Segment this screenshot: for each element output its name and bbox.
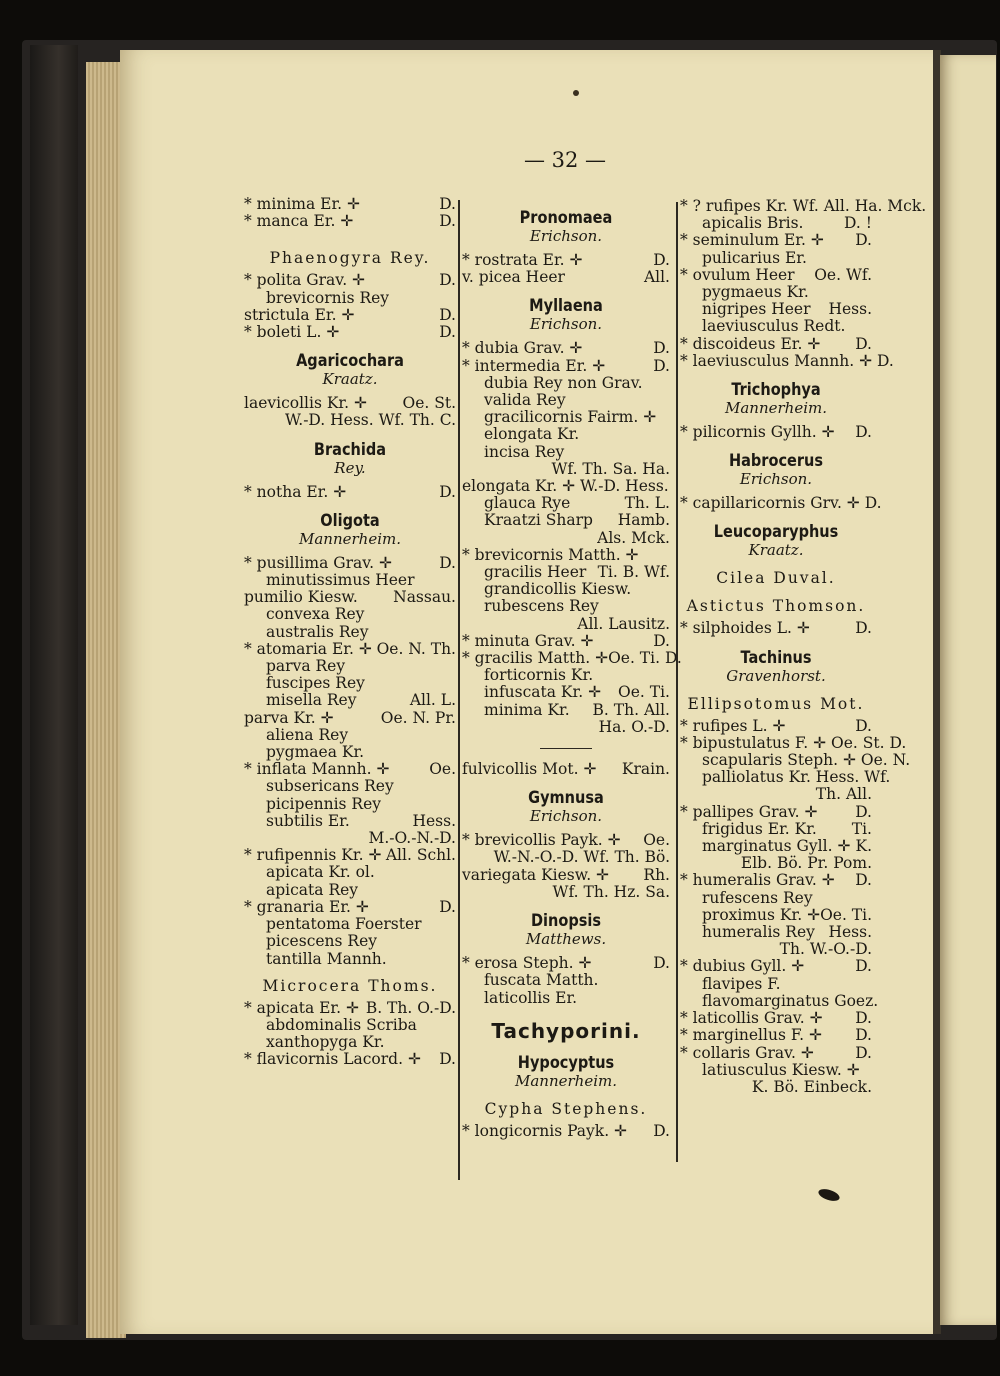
species-name: dubia Rey non Grav. — [484, 373, 643, 392]
species-entry — [462, 649, 682, 668]
species-name: scapularis Steph. ✛ Oe. N. — [702, 751, 911, 770]
species-entry — [244, 744, 456, 761]
species-name: apicata Kr. ol. — [266, 863, 375, 882]
genus-heading: Hypocyptus — [517, 1052, 615, 1072]
species-name: pentatoma Foerster — [266, 915, 422, 934]
genus-author: Mannerheim. — [299, 529, 401, 548]
species-entry — [680, 232, 872, 249]
species-name: misella Rey — [266, 691, 357, 710]
species-locality: D. — [855, 1043, 872, 1062]
species-locality: Hamb. — [617, 511, 670, 530]
species-name: laevicollis Kr. ✛ — [244, 394, 367, 413]
species-name: fulvicollis Mot. ✛ — [462, 760, 597, 779]
species-locality: Ti. B. Wf. — [597, 563, 670, 582]
species-entry — [244, 1000, 456, 1017]
species-entry — [462, 684, 670, 701]
species-locality: Rh. — [643, 865, 670, 884]
locality-line: Ha. O.-D. — [598, 717, 670, 736]
locality-line: M.-O.-N.-D. — [368, 829, 456, 848]
subgenus-heading: Phaenogyra Rey. — [269, 249, 431, 268]
species-name: * pallipes Grav. ✛ — [680, 802, 818, 821]
species-name: gracilicornis Fairm. ✛ — [484, 408, 657, 427]
species-name: * ? rufipes Kr. Wf. All. Ha. Mck. — [680, 197, 927, 215]
species-entry — [244, 916, 456, 933]
species-name: * brevicollis Payk. ✛ — [462, 831, 621, 850]
species-name: * discoideus Er. ✛ — [680, 334, 821, 353]
species-name: strictula Er. ✛ — [244, 305, 355, 324]
species-locality: D. — [653, 339, 670, 358]
species-entry — [244, 1051, 456, 1068]
species-name: * apicata Er. ✛ — [244, 998, 359, 1017]
species-entry — [244, 641, 456, 658]
species-name: frigidus Er. Kr. — [702, 819, 817, 838]
species-entry — [244, 710, 456, 727]
species-entry — [462, 547, 670, 564]
species-locality: D. ! — [844, 214, 872, 233]
species-entry — [244, 796, 456, 813]
species-locality: D. — [855, 334, 872, 353]
species-locality: D. — [653, 1121, 670, 1140]
species-locality: D. — [439, 212, 456, 231]
species-entry — [244, 324, 456, 341]
genus-author: Erichson. — [529, 227, 603, 245]
species-name: * minuta Grav. ✛ — [462, 631, 594, 650]
species-name: * erosa Steph. ✛ — [462, 954, 592, 973]
species-locality: D. — [855, 871, 872, 890]
species-name: * boleti L. ✛ — [244, 323, 340, 342]
species-name: proximus Kr. ✛ — [702, 905, 821, 924]
species-name: subtilis Er. — [266, 811, 350, 830]
species-entry — [244, 589, 456, 606]
species-locality: D. — [855, 716, 872, 735]
species-name: humeralis Rey — [702, 923, 815, 942]
species-entry — [680, 250, 872, 267]
species-entry — [680, 907, 872, 924]
species-entry — [244, 572, 456, 589]
species-entry — [680, 733, 907, 752]
ink-dot — [573, 90, 579, 96]
locality-line: All. Lausitz. — [577, 614, 670, 633]
species-entry — [462, 564, 670, 581]
species-entry — [462, 252, 670, 269]
species-name: pumilio Kiesw. — [244, 588, 358, 607]
species-entry — [244, 933, 456, 950]
species-name: rufescens Rey — [702, 888, 813, 907]
species-name: * brevicornis Matth. ✛ — [462, 545, 639, 564]
column-1 — [244, 196, 456, 1069]
column-2 — [462, 198, 682, 1140]
species-entry — [680, 838, 872, 855]
species-name: * gracilis Matth. ✛ — [462, 649, 609, 668]
species-name: * longicornis Payk. ✛ — [462, 1121, 628, 1140]
species-name: * bipustulatus F. ✛ Oe. St. D. — [680, 733, 907, 752]
species-entry — [462, 478, 670, 495]
species-locality: D. — [855, 1026, 872, 1045]
spacer — [244, 230, 456, 240]
facing-page — [940, 55, 996, 1325]
species-name: * capillaricornis Grv. ✛ D. — [680, 494, 882, 513]
species-name: valida Rey — [484, 391, 566, 410]
species-entry — [244, 727, 456, 744]
species-name: flavomarginatus Goez. — [702, 991, 879, 1010]
locality-line: Th. All. — [815, 785, 872, 804]
species-entry — [462, 761, 670, 778]
species-locality: D. — [439, 482, 456, 501]
species-entry — [244, 307, 456, 324]
species-locality: D. — [653, 251, 670, 269]
locality-line: Als. Mck. — [597, 528, 670, 547]
species-name: gracilis Heer — [484, 563, 587, 582]
species-name: convexa Rey — [266, 605, 365, 624]
locality-line: Wf. Th. Sa. Ha. — [551, 459, 670, 478]
species-entry — [680, 267, 872, 284]
species-locality: D. — [653, 356, 670, 375]
species-name: elongata Kr. — [484, 425, 580, 444]
species-name: aliena Rey — [266, 725, 349, 744]
species-name: parva Rey — [266, 657, 346, 676]
locality-line: W.-D. Hess. Wf. Th. C. — [285, 411, 456, 430]
species-entry — [244, 555, 456, 572]
species-entry — [680, 872, 872, 889]
species-locality: Hess. — [412, 811, 456, 830]
species-locality: B. Th. O.-D. — [365, 998, 456, 1017]
species-locality: Th. L. — [624, 494, 670, 513]
species-entry — [680, 751, 911, 770]
species-name: * rufipes L. ✛ — [680, 716, 786, 735]
genus-heading: Pronomaea — [519, 208, 613, 227]
species-name: fuscipes Rey — [266, 674, 365, 693]
species-name: * dubius Gyll. ✛ — [680, 957, 805, 976]
genus-author: Gravenhorst. — [726, 666, 826, 685]
species-entry — [462, 633, 670, 650]
species-entry — [680, 1062, 872, 1079]
species-entry — [680, 215, 872, 232]
species-name: brevicornis Rey — [266, 288, 390, 307]
species-name: minutissimus Heer — [266, 571, 415, 590]
species-locality: Oe. Ti. D. — [608, 649, 682, 668]
species-name: grandicollis Kiesw. — [484, 580, 632, 599]
species-locality: All. — [643, 268, 670, 287]
species-locality: Hess. — [828, 300, 872, 319]
species-name: flavipes F. — [702, 974, 781, 993]
species-locality: Oe. N. Th. — [376, 639, 456, 658]
tribe-heading: Tachyporini. — [491, 1018, 641, 1043]
species-entry — [244, 847, 456, 864]
species-entry — [244, 675, 456, 692]
species-locality: D. — [855, 802, 872, 821]
species-entry — [680, 336, 872, 353]
species-locality: Krain. — [621, 760, 670, 779]
species-name: v. picea Heer — [462, 268, 565, 287]
genus-heading: Habrocerus — [728, 451, 824, 471]
species-name: * minima Er. ✛ — [244, 195, 361, 213]
locality-line: Elb. Bö. Pr. Pom. — [740, 854, 872, 873]
genus-author: Erichson. — [529, 315, 603, 334]
species-name: * inflata Mannh. ✛ — [244, 760, 390, 779]
species-locality: Oe. Ti. — [618, 683, 670, 702]
genus-heading: Myllaena — [529, 296, 603, 316]
species-name: picipennis Rey — [266, 794, 382, 813]
species-entry — [462, 409, 670, 426]
species-entry — [462, 269, 670, 286]
species-locality: Oe. Ti. — [820, 905, 873, 924]
species-locality: Oe. N. Pr. — [380, 708, 456, 727]
subgenus-heading: Ellipsotomus Mot. — [687, 694, 865, 713]
species-entry — [462, 990, 670, 1007]
species-entry — [680, 620, 872, 637]
species-entry — [680, 424, 872, 441]
species-locality: D. — [855, 423, 872, 442]
species-entry — [680, 301, 872, 318]
species-entry — [244, 290, 456, 307]
species-entry — [680, 197, 927, 215]
subgenus-heading: Cypha Stephens. — [484, 1099, 648, 1118]
species-locality: D. — [439, 323, 456, 342]
species-name: * marginellus F. ✛ — [680, 1026, 823, 1045]
species-name: abdominalis Scriba — [266, 1015, 417, 1034]
species-entry — [462, 444, 670, 461]
species-name: * humeralis Grav. ✛ — [680, 871, 835, 890]
species-entry — [244, 272, 456, 289]
species-name: * flavicornis Lacord. ✛ — [244, 1050, 421, 1069]
species-locality: Nassau. — [393, 588, 456, 607]
genus-author: Erichson. — [739, 470, 813, 489]
species-locality: D. — [439, 553, 456, 572]
species-entry — [680, 991, 879, 1010]
species-entry — [244, 484, 456, 501]
species-entry — [244, 761, 456, 778]
locality-line: K. Bö. Einbeck. — [751, 1077, 872, 1096]
species-locality: Hess. — [828, 923, 872, 942]
species-entry — [244, 658, 456, 675]
species-name: * rufipennis Kr. ✛ — [244, 846, 382, 865]
species-entry — [244, 213, 456, 230]
species-entry — [244, 1034, 456, 1051]
species-name: Kraatzi Sharp — [484, 511, 593, 530]
species-name: * ovulum Heer — [680, 265, 795, 284]
species-name: * rostrata Er. ✛ — [462, 251, 583, 269]
species-name: australis Rey — [266, 622, 369, 641]
species-entry — [244, 692, 456, 709]
locality-line: Th. W.-O.-D. — [779, 940, 872, 959]
species-name: * collaris Grav. ✛ — [680, 1043, 814, 1062]
genus-heading: Agaricochara — [296, 351, 404, 371]
species-entry — [680, 718, 872, 735]
species-locality: Oe. — [429, 760, 456, 779]
column-divider-1 — [458, 200, 460, 1180]
genus-author: Kraatz. — [322, 370, 378, 389]
page-number: — 32 — — [523, 148, 607, 172]
species-entry — [244, 624, 456, 641]
locality-line: W.-N.-O.-D. Wf. Th. Bö. — [493, 848, 670, 867]
species-entry — [680, 804, 872, 821]
species-entry — [244, 882, 456, 899]
species-entry — [680, 1045, 872, 1062]
genus-heading: Dinopsis — [530, 911, 601, 931]
species-name: forticornis Kr. — [484, 666, 594, 685]
species-entry — [680, 351, 894, 370]
species-entry — [680, 494, 882, 513]
species-entry — [244, 196, 456, 213]
species-locality: All. Schl. — [385, 846, 456, 865]
species-name: elongata Kr. ✛ W.-D. Hess. — [462, 477, 669, 496]
species-entry — [680, 318, 872, 335]
subgenus-heading: Astictus Thomson. — [686, 597, 866, 616]
species-name: glauca Rye — [484, 494, 571, 513]
species-entry — [244, 606, 456, 623]
species-name: * seminulum Er. ✛ — [680, 231, 824, 250]
section-rule — [540, 748, 592, 749]
species-entry — [680, 1027, 872, 1044]
species-entry — [462, 955, 670, 972]
species-name: variegata Kiesw. ✛ — [462, 865, 610, 884]
species-name: pygmaea Kr. — [266, 743, 365, 762]
species-name: * pusillima Grav. ✛ — [244, 553, 393, 572]
species-entry — [680, 958, 872, 975]
genus-heading: Leucoparyphus — [713, 522, 839, 542]
subgenus-heading: Microcera Thoms. — [262, 976, 438, 995]
locality-line: Wf. Th. Hz. Sa. — [552, 882, 670, 901]
species-name: * notha Er. ✛ — [244, 482, 347, 501]
species-entry — [244, 899, 456, 916]
species-entry — [244, 1017, 456, 1034]
species-name: nigripes Heer — [702, 300, 811, 319]
species-locality: D. — [855, 231, 872, 250]
species-name: infuscata Kr. ✛ — [484, 683, 602, 702]
species-entry — [680, 924, 872, 941]
species-entry — [462, 832, 670, 849]
species-name: * laeviusculus Mannh. ✛ D. — [680, 351, 894, 370]
species-entry — [462, 392, 670, 409]
species-entry — [244, 813, 456, 830]
column-3 — [680, 197, 927, 1096]
genus-heading: Brachida — [313, 439, 387, 459]
species-entry — [680, 890, 872, 907]
species-name: picescens Rey — [266, 932, 378, 951]
species-name: * atomaria Er. ✛ — [244, 639, 372, 658]
species-locality: D. — [439, 897, 456, 916]
species-name: apicalis Bris. — [702, 214, 804, 233]
species-name: apicata Rey — [266, 880, 359, 899]
species-name: * silphoides L. ✛ — [680, 619, 810, 638]
species-entry — [680, 284, 872, 301]
species-entry — [680, 768, 891, 787]
genus-author: Kraatz. — [748, 541, 804, 560]
species-entry — [680, 821, 872, 838]
species-locality: D. — [653, 631, 670, 650]
species-locality: D. — [439, 195, 456, 213]
genus-heading: Trichophya — [731, 380, 821, 400]
species-locality: D. — [855, 957, 872, 976]
species-name: * intermedia Er. ✛ — [462, 356, 606, 375]
species-name: pygmaeus Kr. — [702, 283, 809, 302]
genus-heading: Gymnusa — [528, 788, 604, 808]
species-name: * dubia Grav. ✛ — [462, 339, 583, 358]
genus-heading: Tachinus — [740, 647, 812, 667]
species-name: pulicarius Er. — [702, 248, 807, 267]
genus-author: Matthews. — [525, 930, 607, 949]
species-name: * pilicornis Gyllh. ✛ — [680, 423, 835, 442]
species-name: * polita Grav. ✛ — [244, 271, 366, 290]
genus-author: Mannerheim. — [515, 1071, 617, 1090]
species-entry — [462, 512, 670, 529]
species-name: fuscata Matth. — [484, 971, 599, 990]
species-locality: D. — [653, 954, 670, 973]
species-entry — [462, 702, 670, 719]
species-name: incisa Rey — [484, 442, 565, 461]
species-locality: D. — [855, 619, 872, 638]
species-name: * manca Er. ✛ — [244, 212, 354, 231]
species-name: minima Kr. — [484, 700, 570, 719]
species-entry — [462, 358, 670, 375]
species-entry — [244, 778, 456, 795]
genus-author: Erichson. — [529, 807, 603, 826]
species-name: latiusculus Kiesw. ✛ — [702, 1060, 860, 1079]
species-entry — [462, 375, 670, 392]
species-name: palliolatus Kr. Hess. Wf. — [702, 768, 891, 787]
species-locality: Oe. — [643, 831, 670, 850]
species-entry — [462, 340, 670, 357]
subgenus-heading: Cilea Duval. — [716, 569, 836, 588]
book-spine — [30, 45, 78, 1325]
species-entry — [680, 976, 872, 993]
species-name: subsericans Rey — [266, 777, 394, 796]
species-entry — [462, 495, 670, 512]
species-locality: D. — [855, 1009, 872, 1028]
species-name: laticollis Er. — [484, 988, 578, 1007]
species-locality: D. — [439, 1050, 456, 1069]
species-name: xanthopyga Kr. — [266, 1033, 385, 1052]
species-locality: B. Th. All. — [592, 700, 670, 719]
species-entry — [680, 1010, 872, 1027]
species-name: marginatus Gyll. ✛ — [702, 837, 851, 856]
genus-heading: Oligota — [320, 510, 380, 530]
species-name: tantilla Mannh. — [266, 949, 387, 968]
species-entry — [244, 395, 456, 412]
species-entry — [462, 867, 670, 884]
column-divider-2 — [676, 202, 678, 1162]
species-locality: D. — [439, 305, 456, 324]
species-name: * laticollis Grav. ✛ — [680, 1009, 823, 1028]
species-name: laeviusculus Redt. — [702, 317, 846, 336]
genus-author: Rey. — [334, 458, 366, 477]
genus-author: Mannerheim. — [725, 399, 827, 418]
species-name: rubescens Rey — [484, 597, 599, 616]
species-locality: All. L. — [409, 691, 456, 710]
species-locality: Oe. Wf. — [814, 265, 872, 284]
species-locality: K. — [855, 837, 872, 856]
species-entry — [462, 426, 670, 443]
species-entry — [462, 581, 670, 598]
species-entry — [462, 1123, 670, 1140]
species-entry — [244, 951, 456, 968]
species-locality: D. — [439, 271, 456, 290]
species-name: * granaria Er. ✛ — [244, 897, 369, 916]
species-entry — [244, 864, 456, 881]
species-name: parva Kr. ✛ — [244, 708, 334, 727]
species-locality: Oe. St. — [402, 394, 456, 413]
species-entry — [462, 598, 670, 615]
species-entry — [462, 667, 670, 684]
species-entry — [462, 972, 670, 989]
species-locality: Ti. — [851, 819, 872, 838]
